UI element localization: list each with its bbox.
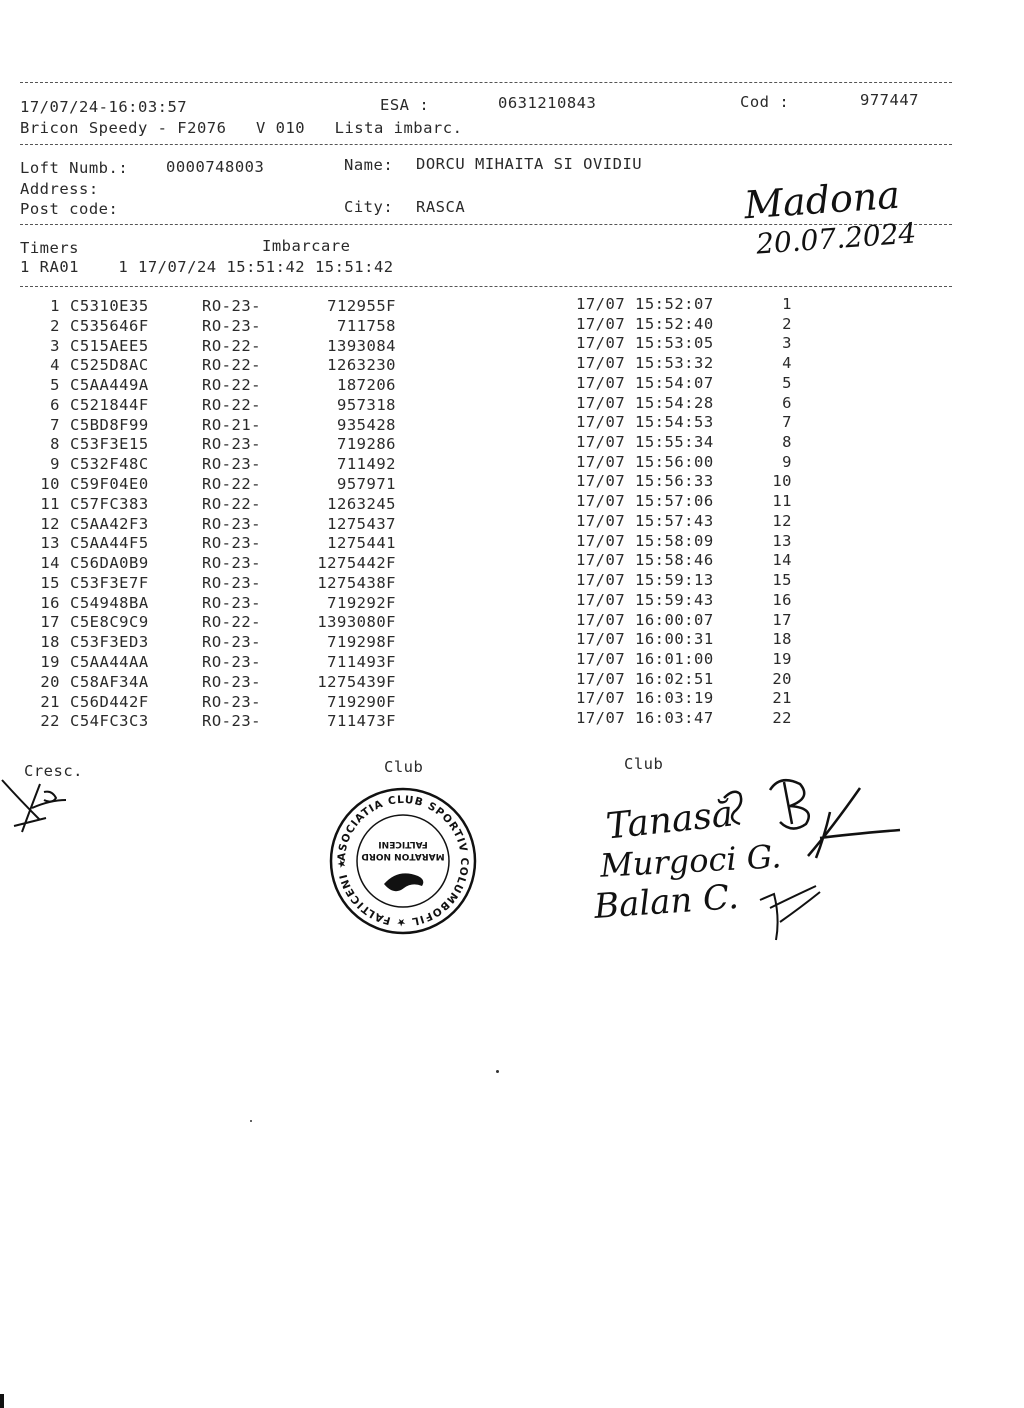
entry-number: 11 (40, 494, 60, 513)
chip-code: C54948BA (70, 593, 149, 612)
arrival-rank: 4 (782, 354, 792, 373)
device-line: Bricon Speedy - F2076 V 010 Lista imbarc. (20, 119, 463, 137)
table-row (0, 689, 1024, 713)
ring-number: 1275439F (317, 672, 396, 691)
chip-code: C53F3E15 (70, 435, 149, 454)
ring-number: 711492 (337, 455, 396, 474)
chip-code: C5AA44F5 (70, 534, 149, 553)
chip-code: C5AA42F3 (70, 514, 149, 533)
arrival-rank: 19 (772, 649, 792, 668)
clock-time: 17/07 15:57:06 (576, 492, 714, 511)
cresc-signature (0, 770, 80, 840)
ring-number: 1263230 (327, 356, 396, 375)
chip-code: C56DA0B9 (70, 554, 149, 573)
name-label: Name: (344, 156, 394, 174)
arrival-rank: 13 (772, 531, 792, 550)
entry-number: 10 (40, 475, 60, 494)
chip-code: C5AA44AA (70, 653, 149, 672)
ring-prefix: RO-23- (202, 297, 261, 315)
entry-number: 22 (40, 712, 60, 731)
entry-number: 6 (50, 395, 60, 414)
ring-prefix: RO-23- (202, 514, 261, 533)
ring-number: 719292F (327, 593, 396, 612)
table-row (0, 297, 1024, 317)
ring-number: 1275438F (317, 573, 396, 592)
entry-number: 5 (50, 376, 60, 395)
signature-name-3: Balan C. (592, 877, 740, 927)
stamp-inner-line1: MARATON NORD (361, 851, 445, 861)
table-row (0, 709, 1024, 732)
ring-number: 1263245 (327, 494, 396, 513)
ring-number: 711493F (327, 653, 396, 672)
chip-code: C56D442F (70, 692, 149, 711)
ring-prefix: RO-22- (202, 613, 261, 632)
clock-time: 17/07 15:56:33 (576, 472, 714, 491)
pigeon-icon (384, 873, 423, 891)
chip-code: C5E8C9C9 (70, 613, 149, 632)
clock-time: 17/07 15:54:07 (576, 373, 714, 392)
clock-time: 17/07 15:56:00 (576, 452, 714, 471)
ring-number: 711758 (337, 316, 396, 335)
entry-number: 16 (40, 593, 60, 612)
chip-code: C53F3E7F (70, 573, 149, 592)
arrival-rank: 10 (772, 472, 792, 491)
clock-time: 17/07 16:00:07 (576, 610, 714, 629)
table-row (0, 393, 1024, 416)
entry-number: 2 (50, 316, 60, 335)
chip-code: C57FC383 (70, 494, 149, 513)
table-row (0, 551, 1024, 574)
timer-line: 1 RA01 1 17/07/24 15:51:42 15:51:42 (20, 258, 394, 276)
ring-prefix: RO-22- (202, 475, 261, 494)
stamp-outer-text: ASOCIATIA CLUB SPORTIV COLUMBOFIL ★ FALTICENI ★ (335, 793, 471, 929)
loft-number-value: 0000748003 (166, 158, 265, 176)
timers-label: Timers (20, 239, 79, 257)
ring-prefix: RO-23- (202, 435, 261, 454)
clock-time: 17/07 15:54:53 (576, 413, 714, 432)
print-datetime: 17/07/24-16:03:57 (20, 98, 188, 116)
ring-prefix: RO-21- (202, 415, 261, 434)
chip-code: C5310E35 (70, 297, 149, 315)
ring-prefix: RO-23- (202, 316, 261, 335)
table-row (0, 373, 1024, 396)
clock-time: 17/07 15:58:09 (576, 531, 714, 550)
chip-code: C521844F (70, 395, 149, 414)
address-label: Address: (20, 180, 99, 198)
arrival-rank: 11 (772, 492, 792, 511)
ring-number: 712955F (327, 297, 396, 315)
table-row (0, 571, 1024, 594)
entry-number: 18 (40, 633, 60, 652)
separator-line (20, 82, 952, 83)
entry-number: 1 (50, 297, 60, 315)
chip-code: C53F3ED3 (70, 633, 149, 652)
ring-number: 1275441 (327, 534, 396, 553)
ring-prefix: RO-23- (202, 692, 261, 711)
table-row (0, 590, 1024, 614)
city-label: City: (344, 198, 394, 216)
clock-time: 17/07 15:52:07 (576, 295, 714, 313)
clock-time: 17/07 15:53:32 (576, 354, 714, 373)
entry-number: 4 (50, 356, 60, 375)
arrival-rank: 9 (782, 452, 792, 471)
ring-number: 1393084 (327, 336, 396, 355)
esa-label: ESA : (380, 96, 430, 114)
separator-line (20, 286, 952, 287)
ring-prefix: RO-22- (202, 356, 261, 375)
clock-time: 17/07 15:55:34 (576, 433, 714, 452)
city-value: RASCA (416, 198, 466, 216)
entry-number: 20 (40, 672, 60, 691)
arrival-rank: 8 (782, 433, 792, 452)
postcode-label: Post code: (20, 200, 119, 218)
arrival-rank: 7 (782, 413, 792, 432)
table-row (0, 314, 1024, 337)
arrival-rank: 17 (772, 610, 792, 629)
entry-number: 13 (40, 534, 60, 553)
club-label-left: Club (384, 758, 424, 776)
signature-scribbles (720, 768, 900, 948)
handwritten-date: 20.07.2024 (755, 216, 918, 261)
clock-time: 17/07 16:02:51 (576, 669, 714, 688)
ring-number: 711473F (327, 712, 396, 731)
separator-line (20, 144, 952, 145)
table-row (0, 413, 1024, 436)
signature-name-2: Murgoci G. (599, 837, 783, 885)
entry-number: 3 (50, 336, 60, 355)
cod-label: Cod : (740, 93, 790, 111)
entry-number: 12 (40, 514, 60, 533)
arrival-rank: 14 (772, 551, 792, 570)
arrival-rank: 15 (772, 571, 792, 590)
entry-number: 21 (40, 692, 60, 711)
clock-time: 17/07 15:59:13 (576, 571, 714, 590)
club-stamp (328, 786, 478, 936)
speck (250, 1120, 252, 1122)
entry-number: 17 (40, 613, 60, 632)
arrival-rank: 6 (782, 393, 792, 412)
loft-number-label: Loft Numb.: (20, 159, 129, 177)
ring-number: 187206 (337, 376, 396, 395)
chip-code: C515AEE5 (70, 336, 149, 355)
fancier-name: DORCU MIHAITA SI OVIDIU (416, 155, 643, 173)
ring-prefix: RO-23- (202, 672, 261, 691)
arrival-rank: 3 (782, 334, 792, 353)
clock-time: 17/07 15:54:28 (576, 393, 714, 412)
arrival-rank: 18 (772, 630, 792, 649)
arrival-rank: 16 (772, 590, 792, 609)
clock-time: 17/07 15:58:46 (576, 551, 714, 570)
clock-time: 17/07 15:57:43 (576, 511, 714, 530)
ring-number: 957971 (337, 475, 396, 494)
clock-time: 17/07 15:59:43 (576, 590, 714, 609)
table-row (0, 649, 1024, 673)
ring-number: 1393080F (317, 613, 396, 632)
speck (496, 1070, 499, 1073)
chip-code: C5AA449A (70, 376, 149, 395)
ring-number: 719298F (327, 633, 396, 652)
clock-time: 17/07 16:03:47 (576, 709, 714, 728)
chip-code: C535646F (70, 316, 149, 335)
ring-number: 935428 (337, 415, 396, 434)
arrival-rank: 2 (782, 314, 792, 333)
table-row (0, 452, 1024, 475)
ring-prefix: RO-23- (202, 534, 261, 553)
chip-code: C58AF34A (70, 672, 149, 691)
chip-code: C54FC3C3 (70, 712, 149, 731)
ring-prefix: RO-22- (202, 336, 261, 355)
ring-prefix: RO-23- (202, 593, 261, 612)
entry-number: 14 (40, 554, 60, 573)
table-row (0, 472, 1024, 495)
table-row (0, 531, 1024, 554)
ring-prefix: RO-23- (202, 712, 261, 731)
table-row (0, 356, 1024, 376)
signature-name-1: Tanasă (604, 793, 736, 848)
table-row (0, 610, 1024, 633)
chip-code: C532F48C (70, 455, 149, 474)
entry-number: 8 (50, 435, 60, 454)
handwritten-madona: Madona (742, 172, 902, 228)
table-row (0, 334, 1024, 357)
clock-time: 17/07 16:01:00 (576, 649, 714, 668)
ring-prefix: RO-23- (202, 653, 261, 672)
esa-value: 0631210843 (498, 94, 597, 112)
chip-code: C5BD8F99 (70, 415, 149, 434)
ring-number: 719286 (337, 435, 396, 454)
entry-number: 19 (40, 653, 60, 672)
ring-prefix: RO-23- (202, 554, 261, 573)
table-row (0, 669, 1024, 693)
arrival-rank: 22 (772, 709, 792, 728)
arrival-rank: 1 (782, 295, 792, 313)
clock-time: 17/07 16:03:19 (576, 689, 714, 708)
imbarcare-label: Imbarcare (262, 237, 351, 255)
cod-value: 977447 (860, 91, 919, 109)
arrival-rank: 5 (782, 373, 792, 392)
club-label-right: Club (624, 755, 664, 773)
chip-code: C59F04E0 (70, 475, 149, 494)
ring-number: 1275442F (317, 554, 396, 573)
ring-number: 1275437 (327, 514, 396, 533)
table-row (0, 630, 1024, 653)
ring-prefix: RO-23- (202, 573, 261, 592)
ring-prefix: RO-22- (202, 395, 261, 414)
table-row (0, 435, 1024, 455)
chip-code: C525D8AC (70, 356, 149, 375)
ring-prefix: RO-23- (202, 633, 261, 652)
clock-time: 17/07 15:53:05 (576, 334, 714, 353)
arrival-rank: 20 (772, 669, 792, 688)
clock-time: 17/07 16:00:31 (576, 630, 714, 649)
ring-number: 719290F (327, 692, 396, 711)
entry-number: 9 (50, 455, 60, 474)
ring-prefix: RO-23- (202, 455, 261, 474)
ring-number: 957318 (337, 395, 396, 414)
stamp-inner-line2: FALTICENI (378, 839, 428, 849)
scan-edge-mark (0, 1394, 4, 1408)
ring-prefix: RO-22- (202, 494, 261, 513)
ring-prefix: RO-22- (202, 376, 261, 395)
arrival-rank: 21 (772, 689, 792, 708)
entry-number: 15 (40, 573, 60, 592)
cresc-label: Cresc. (24, 762, 83, 780)
entry-number: 7 (50, 415, 60, 434)
table-row (0, 492, 1024, 515)
table-row (0, 511, 1024, 535)
arrival-rank: 12 (772, 511, 792, 530)
clock-time: 17/07 15:52:40 (576, 314, 714, 333)
